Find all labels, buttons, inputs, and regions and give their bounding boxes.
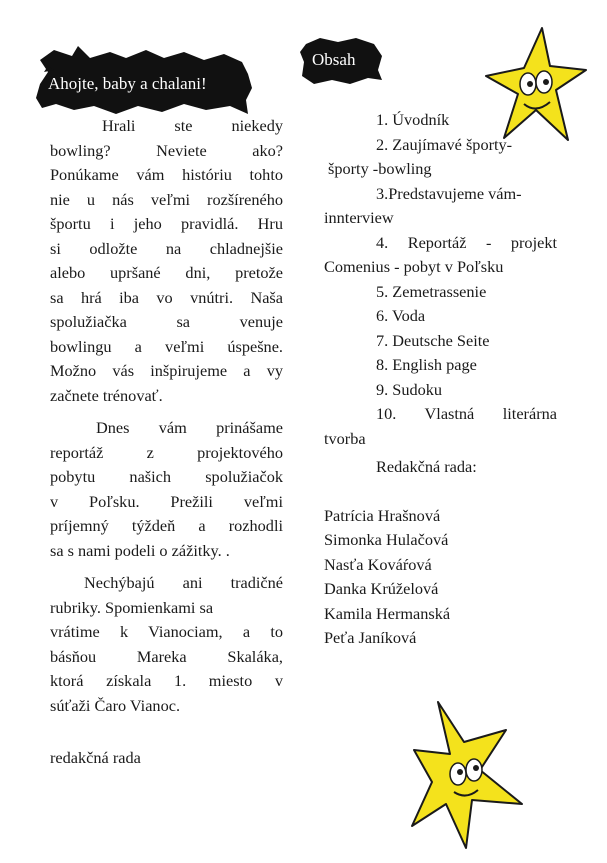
text-line: bowling? Neviete ako?	[50, 140, 283, 160]
editor-name: Nasťa Kováŕová	[324, 554, 432, 574]
text-line: spolužiačka sa venuje	[50, 312, 283, 331]
editorial-board-list	[324, 504, 557, 651]
text-line: Nechýbajú ani tradičné	[84, 573, 283, 592]
text-line: bowlingu a veľmi úspešne.	[50, 336, 283, 356]
text-line: Dnes vám prinášame	[96, 418, 283, 437]
toc-item: 4. Reportáž - projekt	[376, 232, 557, 252]
text-line: športu i jeho pravidlá. Hru	[50, 214, 283, 233]
editorial-board-label: Redakčná rada:	[376, 457, 477, 476]
text-line: súťaži Čaro Vianoc.	[50, 695, 181, 715]
toc-item: 1. Úvodník	[376, 110, 450, 129]
text-line: sa s nami podeli o zážitky. .	[50, 540, 230, 560]
toc-item: 10. Vlastná literárna	[376, 404, 557, 423]
toc-item: športy -bowling	[328, 159, 432, 178]
greeting-banner	[34, 44, 256, 116]
text-line: vrátime k Vianociam, a to	[50, 622, 283, 641]
text-line: sa hrá iba vo vnútri. Naša	[50, 287, 283, 307]
text-line: reportáž z projektového	[50, 442, 283, 462]
star-cartoon-icon	[410, 700, 526, 850]
text-line: Hrali ste niekedy	[102, 116, 283, 135]
text-line: ktorá získala 1. miesto v	[50, 671, 283, 690]
editor-name: Peťa Janíková	[324, 628, 417, 647]
intro-paragraph-1	[50, 114, 283, 408]
star-cartoon-icon	[484, 26, 590, 148]
text-line: v Poľsku. Prežili veľmi	[50, 491, 283, 511]
text-line: Možno vás inšpirujeme a vy	[50, 361, 283, 380]
text-line: pobytu našich spolužiačok	[50, 467, 283, 486]
editor-name: Danka Krúželová	[324, 579, 439, 598]
intro-paragraph-2	[50, 416, 283, 563]
text-line: začnete trénovať.	[50, 385, 163, 405]
toc-item: innterview	[324, 208, 394, 227]
toc-item: 3.Predstavujeme vám-	[376, 183, 522, 203]
intro-paragraph-3	[50, 571, 283, 718]
toc-item: 8. English page	[376, 355, 477, 374]
text-line: rubriky. Spomienkami sa	[50, 597, 214, 617]
toc-item: 5. Zemetrassenie	[376, 281, 487, 301]
toc-item: 7. Deutsche Seite	[376, 330, 490, 350]
contents-heading: Obsah	[312, 50, 356, 69]
greeting-heading: Ahojte, baby a chalani!	[48, 74, 207, 93]
toc-item: tvorba	[324, 428, 366, 448]
text-line: príjemný týždeň a rozhodli	[50, 516, 283, 535]
editor-name: Simonka Hulačová	[324, 530, 449, 549]
editor-name: Kamila Hermanská	[324, 603, 451, 623]
editor-name: Patrícia Hrašnová	[324, 505, 441, 525]
toc-item: 2. Zaujímavé športy-	[376, 134, 513, 154]
text-line: si odložte na chladnejšie	[50, 238, 283, 258]
toc-item: Comenius - pobyt v Poľsku	[324, 257, 504, 276]
contents-banner	[298, 36, 384, 86]
intro-column	[50, 114, 283, 726]
toc-item: 6. Voda	[376, 306, 426, 325]
signature: redakčná rada	[50, 748, 141, 767]
text-line: alebo upršané dni, pretože	[50, 263, 283, 282]
text-line: básňou Mareka Skaláka,	[50, 646, 283, 666]
text-line: nie u nás veľmi rozšíreného	[50, 189, 283, 209]
toc-item: 9. Sudoku	[376, 379, 443, 399]
contents-column	[324, 108, 557, 651]
text-line: Ponúkame vám históriu tohto	[50, 165, 283, 184]
